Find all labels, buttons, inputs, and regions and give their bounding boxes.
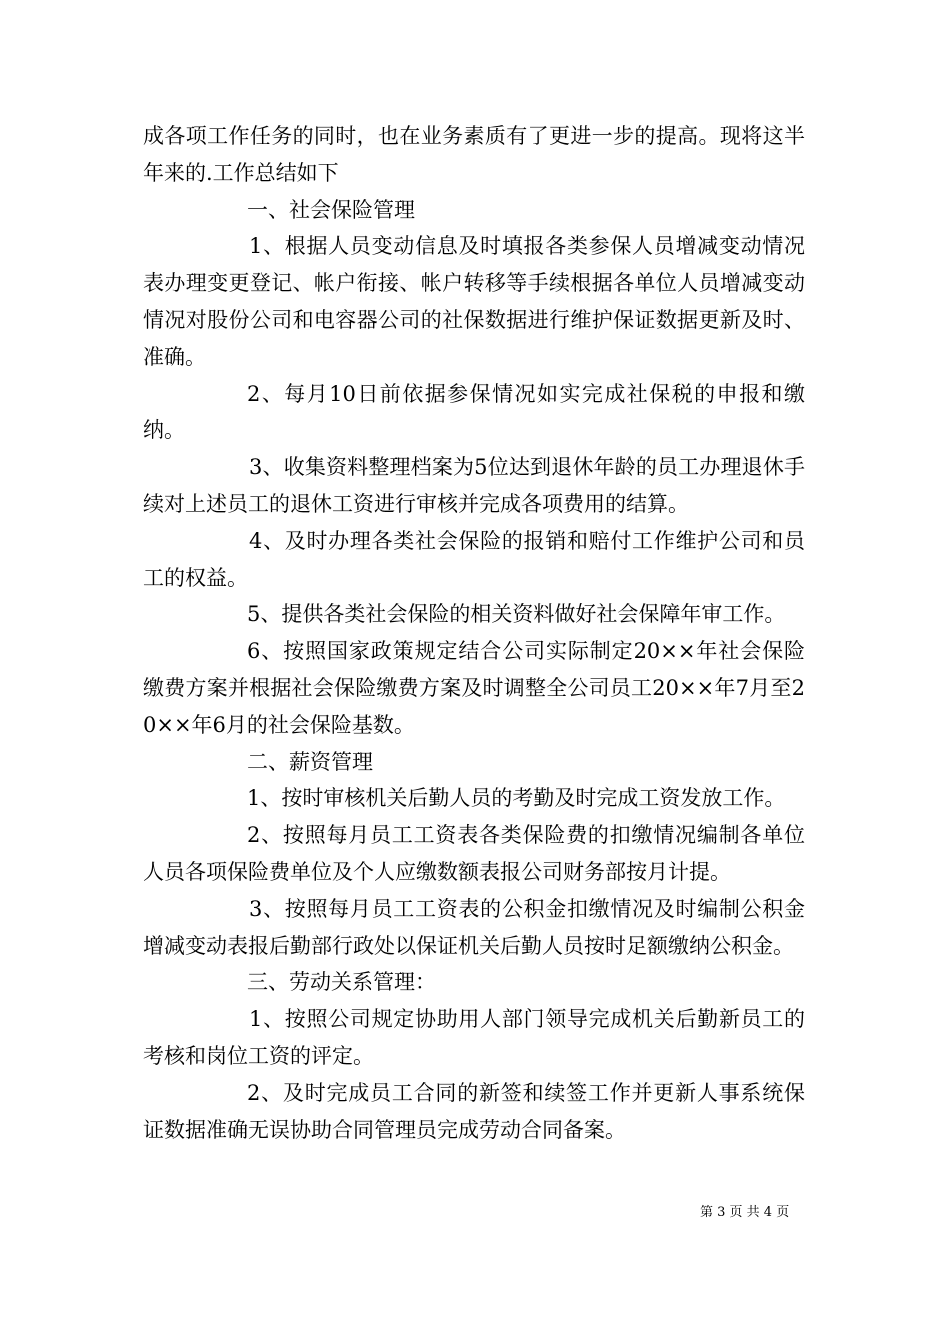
list-item: 2、按照每月员工工资表各类保险费的扣缴情况编制各单位人员各项保险费单位及个人应缴数额表报公司财务部按月计提。 (143, 823, 805, 884)
list-item: 2、及时完成员工合同的新签和续签工作并更新人事系统保证数据准确无误协助合同管理员完成劳动合同备案。 (143, 1080, 805, 1142)
document-body (143, 118, 805, 1148)
list-item: 4、及时办理各类社会保险的报销和赔付工作维护公司和员工的权益。 (143, 528, 805, 590)
paragraph-intro: 成各项工作任务的同时，也在业务素质有了更进一步的提高。现将这半年来的.工作总结如下 (143, 124, 805, 185)
list-item: 5、提供各类社会保险的相关资料做好社会保障年审工作。 (247, 602, 786, 627)
list-item: 3、收集资料整理档案为5位达到退休年龄的员工办理退休手续对上述员工的退休工资进行审核并完成各项费用的结算。 (143, 455, 805, 516)
page-number: 第 3 页 共 4 页 (700, 1205, 790, 1220)
section-heading-salary: 二、薪资管理 (247, 749, 373, 774)
list-item: 1、按时审核机关后勤人员的考勤及时完成工资发放工作。 (247, 786, 786, 811)
list-item: 6、按照国家政策规定结合公司实际制定20××年社会保险缴费方案并根据社会保险缴费方案及时调整全公司员工20××年7月至20××年6月的社会保险基数。 (143, 639, 805, 737)
list-item: 1、根据人员变动信息及时填报各类参保人员增减变动情况表办理变更登记、帐户衔接、帐户转移等手续根据各单位人员增减变动情况对股份公司和电容器公司的社保数据进行维护保证数据更新及时、准确。 (143, 234, 805, 369)
list-item: 3、按照每月员工工资表的公积金扣缴情况及时编制公积金增减变动表报后勤部行政处以保证机关后勤人员按时足额缴纳公积金。 (143, 896, 805, 958)
section-heading-social-insurance: 一、社会保险管理 (247, 197, 415, 222)
list-item: 1、按照公司规定协助用人部门领导完成机关后勤新员工的考核和岗位工资的评定。 (143, 1007, 805, 1068)
section-heading-labor-relations: 三、劳动关系管理： (247, 970, 436, 995)
list-item: 2、每月10日前依据参保情况如实完成社保税的申报和缴纳。 (143, 381, 805, 443)
